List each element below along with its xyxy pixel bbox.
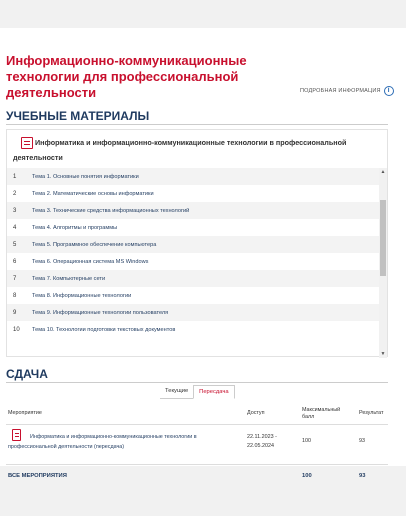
topic-number: 7 (13, 275, 17, 282)
topic-number: 2 (13, 190, 17, 197)
list-item[interactable] (7, 287, 379, 304)
topic-number: 8 (13, 292, 17, 299)
list-item[interactable] (7, 304, 379, 321)
list-item[interactable] (7, 202, 379, 219)
list-item[interactable] (7, 236, 379, 253)
topic-link[interactable]: Тема 1. Основные понятия информатики (32, 173, 139, 180)
column-header-max-score: Максимальный балл (302, 407, 341, 420)
course-page (0, 28, 406, 479)
total-row (6, 465, 388, 487)
materials-header[interactable]: Информатика и информационно-коммуникационные технологии в профессиональной деятельности (13, 138, 347, 162)
topic-number: 5 (13, 241, 17, 248)
tab-resubmission[interactable]: Пересдача (193, 385, 234, 399)
divider (6, 382, 388, 383)
column-header-access: Доступ (247, 410, 265, 416)
list-item[interactable] (7, 270, 379, 287)
topic-link[interactable]: Тема 6. Операционная система MS Windows (32, 258, 149, 265)
topic-link[interactable]: Тема 4. Алгоритмы и программы (32, 224, 118, 231)
topic-link[interactable]: Тема 7. Компьютерные сети (32, 275, 106, 282)
materials-panel (6, 129, 388, 357)
total-label: ВСЕ МЕРОПРИЯТИЯ (8, 473, 67, 479)
topic-number: 4 (13, 224, 17, 231)
topic-number: 6 (13, 258, 17, 265)
topic-number: 10 (13, 326, 20, 333)
table-header (6, 401, 388, 425)
scroll-up-icon[interactable]: ▲ (380, 169, 386, 175)
list-item[interactable] (7, 219, 379, 236)
scroll-down-icon[interactable]: ▼ (380, 351, 386, 357)
topic-link[interactable]: Тема 10. Технологии подготовки текстовых документов (32, 326, 176, 333)
result-value: 93 (359, 438, 365, 444)
max-score-value: 100 (302, 438, 311, 444)
scroll-thumb[interactable] (380, 200, 386, 276)
list-item[interactable] (7, 253, 379, 270)
divider (6, 124, 388, 125)
topic-link[interactable]: Тема 2. Математические основы информатики (32, 190, 154, 197)
access-dates: 22.11.2023 - 22.05.2024 (247, 434, 277, 449)
topic-link[interactable]: Тема 8. Информационные технологии (32, 292, 132, 299)
topic-list (7, 168, 379, 358)
list-item[interactable] (7, 185, 379, 202)
topic-number: 1 (13, 173, 17, 180)
event-link[interactable]: Информатика и информационно-коммуникационные технологии в профессиональной деятельности (пересдача) (8, 434, 197, 450)
submission-table (6, 401, 388, 487)
topic-link[interactable]: Тема 3. Технические средства информационных технологий (32, 207, 190, 214)
info-icon: i (384, 86, 394, 96)
table-row (6, 425, 388, 465)
list-item[interactable] (7, 321, 379, 338)
topic-number: 9 (13, 309, 17, 316)
topic-link[interactable]: Тема 9. Информационные технологии пользователя (32, 309, 169, 316)
materials-section-title: УЧЕБНЫЕ МАТЕРИАЛЫ (6, 109, 150, 123)
tab-current[interactable]: Текущие (160, 385, 193, 399)
list-item[interactable] (7, 168, 379, 185)
column-header-event: Мероприятие (8, 410, 42, 416)
total-result: 93 (359, 473, 366, 479)
course-title: Информационно-коммуникационные технологии для профессиональной деятельности (6, 53, 247, 100)
column-header-result: Результат (359, 410, 384, 416)
topic-number: 3 (13, 207, 17, 214)
total-max-score: 100 (302, 473, 312, 479)
submission-tabs (160, 385, 235, 399)
more-info-label: ПОДРОБНАЯ ИНФОРМАЦИЯ (300, 88, 381, 94)
more-info-link[interactable] (300, 86, 394, 96)
topic-link[interactable]: Тема 5. Программное обеспечение компьютера (32, 241, 157, 248)
topic-list-scrollbar[interactable] (379, 168, 387, 358)
submission-section-title: СДАЧА (6, 367, 48, 381)
